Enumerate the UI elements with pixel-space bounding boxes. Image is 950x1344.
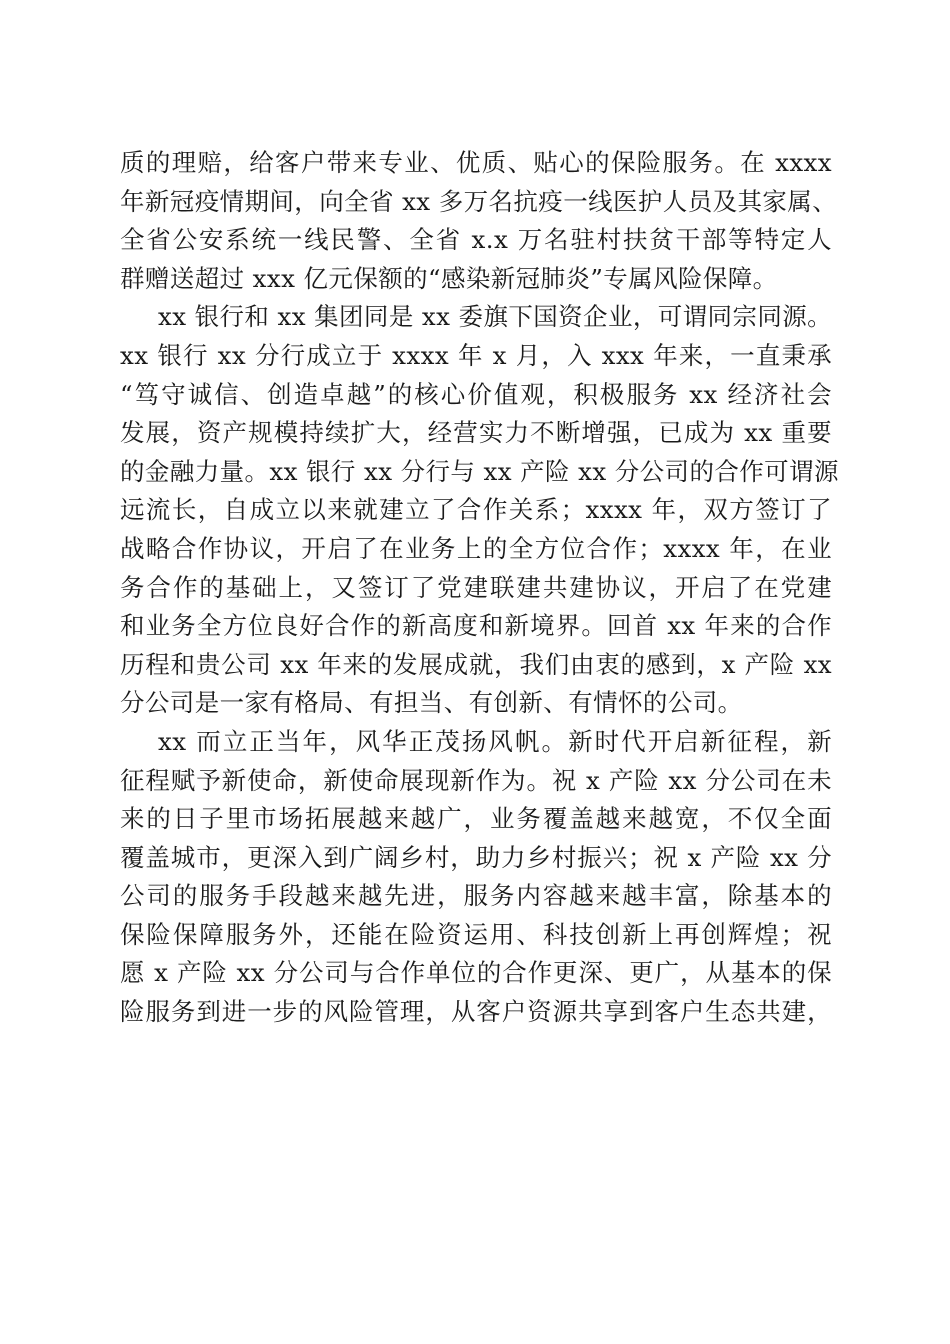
paragraph-3-line-6: 保险保障服务外，还能在险资运用、科技创新上再创辉煌；祝 xyxy=(120,919,832,949)
paragraph-1-line-3: 全省公安系统一线民警、全省 x.x 万名驻村扶贫干部等特定人 xyxy=(120,225,832,255)
document-body xyxy=(120,144,839,1032)
paragraph-1-line-4: 群赠送超过 xxx 亿元保额的“感染新冠肺炎”专属风险保障。 xyxy=(120,263,778,293)
paragraph-3-line-4: 覆盖城市，更深入到广阔乡村，助力乡村振兴；祝 x 产险 xx 分 xyxy=(120,842,832,872)
paragraph-2-line-6: 远流长，自成立以来就建立了合作关系；xxxx 年，双方签订了 xyxy=(120,495,832,525)
paragraph-3-line-2: 征程赋予新使命，新使命展现新作为。祝 x 产险 xx 分公司在未 xyxy=(120,765,832,795)
paragraph-3-line-1: xx 而立正当年，风华正茂扬风帆。新时代开启新征程，新 xyxy=(158,726,832,756)
paragraph-2-line-3: “笃守诚信、创造卓越”的核心价值观，积极服务 xx 经济社会 xyxy=(120,379,832,409)
paragraph-2-line-11: 分公司是一家有格局、有担当、有创新、有情怀的公司。 xyxy=(120,688,743,718)
paragraph-2-line-4: 发展，资产规模持续扩大，经营实力不断增强，已成为 xx 重要 xyxy=(120,418,832,448)
paragraph-3-line-3: 来的日子里市场拓展越来越广，业务覆盖越来越宽，不仅全面 xyxy=(120,804,832,834)
paragraph-2-line-5: 的金融力量。xx 银行 xx 分行与 xx 产险 xx 分公司的合作可谓源 xyxy=(120,456,839,486)
paragraph-2-line-2: xx 银行 xx 分行成立于 xxxx 年 x 月，入 xxx 年来，一直秉承 xyxy=(120,340,832,370)
paragraph-3-line-5: 公司的服务手段越来越先进，服务内容越来越丰富，除基本的 xyxy=(120,881,832,911)
paragraph-2-line-9: 和业务全方位良好合作的新高度和新境界。回首 xx 年来的合作 xyxy=(120,611,832,641)
paragraph-1-line-2: 年新冠疫情期间，向全省 xx 多万名抗疫一线医护人员及其家属、 xyxy=(120,186,838,216)
paragraph-1-line-1: 质的理赔，给客户带来专业、优质、贴心的保险服务。在 xxxx xyxy=(120,148,832,177)
paragraph-2-line-8: 务合作的基础上，又签订了党建联建共建协议，开启了在党建 xyxy=(120,572,832,602)
paragraph-3-line-7: 愿 x 产险 xx 分公司与合作单位的合作更深、更广，从基本的保 xyxy=(120,958,832,988)
paragraph-3-line-8: 险服务到进一步的风险管理，从客户资源共享到客户生态共建， xyxy=(120,997,832,1027)
paragraph-2-line-7: 战略合作协议，开启了在业务上的全方位合作；xxxx 年，在业 xyxy=(120,533,832,563)
paragraph-2-line-10: 历程和贵公司 xx 年来的发展成就，我们由衷的感到，x 产险 xx xyxy=(120,649,832,679)
paragraph-2-line-1: xx 银行和 xx 集团同是 xx 委旗下国资企业，可谓同宗同源。 xyxy=(158,302,833,332)
